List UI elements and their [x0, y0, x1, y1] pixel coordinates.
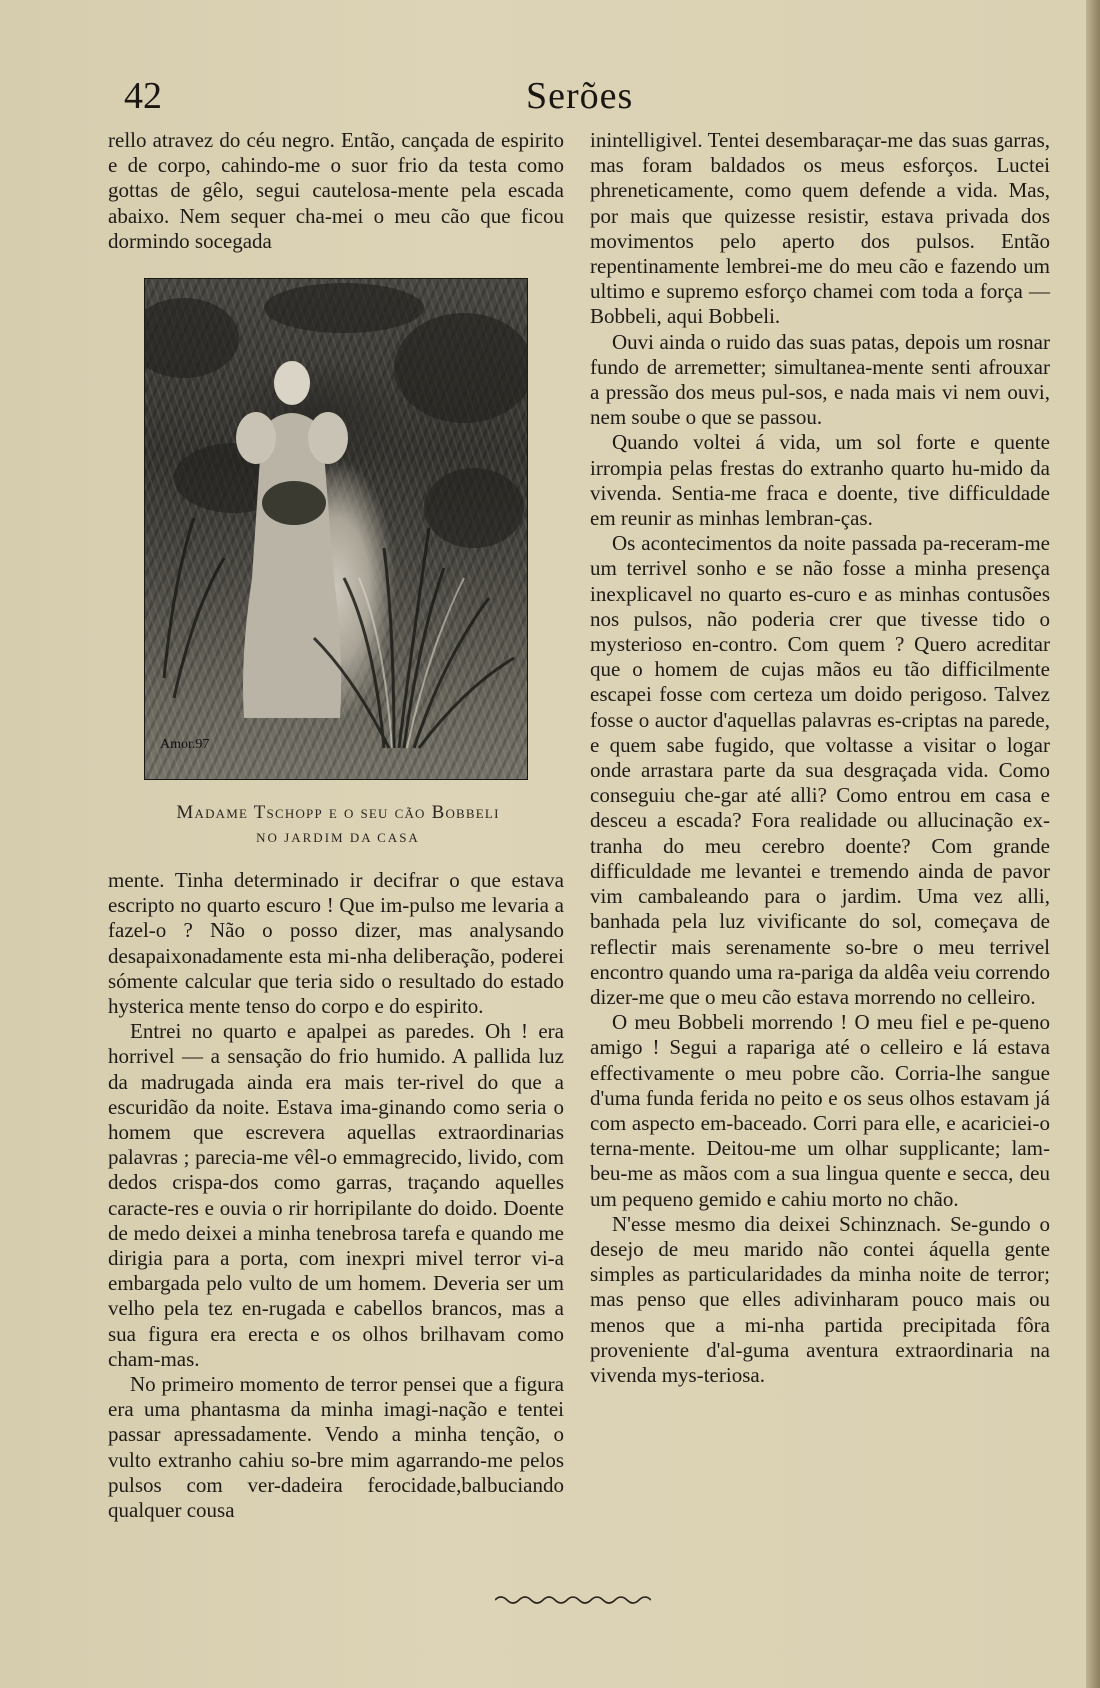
paragraph: rello atravez do céu negro. Então, cançada de espirito e de corpo, cahindo-me o suor frio da testa como gottas de gêlo, segui cautelosa-mente pela escada abaixo. Nem sequer cha-mei o meu cão que ficou dormindo socegada [108, 128, 564, 253]
right-column [590, 128, 1050, 1388]
running-head: Serões [526, 75, 634, 117]
paragraph: mente. Tinha determinado ir decifrar o que estava escripto no quarto escuro ! Que im-pulso me levaria a fazel-o ? Não o posso dizer, mas analysando desapaixonadamente esta mi-nha deliberação, poderei sómente calcular que teria sido o resultado do estado hysterica mente tenso do corpo e do espirito. [108, 868, 564, 1019]
paragraph: No primeiro momento de terror pensei que a figura era uma phantasma da minha imagi-nação e tentei passar apressadamente. Vendo a minha tenção, o vulto extranho cahiu so-bre mim agarrando-me pelos pulsos com ver-dadeira ferocidade,balbuciando qualquer cousa [108, 1372, 564, 1523]
photo-illustration [144, 278, 528, 780]
figure-caption-line2: NO JARDIM DA CASA [256, 830, 420, 845]
paragraph: Ouvi ainda o ruido das suas patas, depois um rosnar fundo de arremetter; simultanea-mente senti afrouxar a pressão dos meus pul-sos, e nada mais vi nem ouvi, nem soube o que se passou. [590, 329, 1050, 430]
page-edge [1086, 0, 1100, 1688]
garden-photograph [144, 278, 528, 780]
photo-signature: Amor.97 [160, 737, 210, 752]
end-ornament [495, 1594, 651, 1606]
left-column-bottom [108, 868, 564, 1523]
page-number: 42 [124, 75, 162, 117]
figure-caption-line1: Madame Tschopp e o seu cão Bobbeli [176, 802, 500, 823]
left-column-top [108, 128, 564, 254]
paragraph: Os acontecimentos da noite passada pa-receram-me um terrivel sonho e se não fosse a minha presença inexplicavel no quarto es-curo e as minhas contusões nos pulsos, não poderia crer que tivesse tido o mysterioso en-contro. Com quem ? Quero acreditar que o homem de cujas mãos eu tão difficilmente escapei fosse com certeza um doido perigoso. Talvez fosse o auctor d'aquellas palavras es-criptas na parede, e quem sabe fugido, que voltasse a visitar o logar onde arrastara parte da sua desgraçada vida. Como conseguiu che-gar até alli? Como entrou em casa e desceu a escada? Fora realidade ou allucinação ex-tranha do meu cerebro doente? Com grande difficuldade me levantei e tremendo ainda de pavor vim cambaleando para o jardim. Uma vez alli, banhada pela luz vivificante do sol, começava de reflectir mais serenamente so-bre o meu terrivel encontro quando uma ra-pariga da aldêa veiu correndo dizer-me que o meu cão estava morrendo no celleiro. [590, 531, 1050, 1009]
paragraph: O meu Bobbeli morrendo ! O meu fiel e pe-queno amigo ! Segui a rapariga até o celleiro e lá estava effectivamente o meu pobre cão. Corria-lhe sangue d'uma funda ferida no peito e os seus olhos estavam já com aspecto em-baceado. Corri para elle, e acariciei-o terna-mente. Deitou-me um olhar supplicante; lam-beu-me as mãos com a sua lingua quente e secca, deu um pequeno gemido e cahiu morto no chão. [590, 1010, 1050, 1211]
paragraph: Entrei no quarto e apalpei as paredes. Oh ! era horrivel — a sensação do frio humido. A pallida luz da madrugada ainda era mais ter-rivel do que a escuridão da noite. Estava ima-ginando como seria o homem que escrevera aquellas extraordinarias palavras ; parecia-me vêl-o emmagrecido, livido, com dedos crispa-dos como garras, traçando aquelles caracte-res e ouvia o rir horripilante do doido. Doente de medo deixei a minha tenebrosa tarefa e quando me dirigia para a porta, com inexpri mivel terror vi-a embargada pelo vulto de um homem. Deveria ser um velho pela tez en-rugada e cabellos brancos, mas a sua figura era erecta e os olhos brilhavam como cham-mas. [108, 1019, 564, 1371]
paragraph: N'esse mesmo dia deixei Schinznach. Se-gundo o desejo de meu marido não contei áquella gente simples as particularidades da minha noite de terror; mas penso que elles adivinharam pouco mais ou menos que a mi-nha partida precipitada fôra proveniente d'al-guma aventura extraordinaria na vivenda mys-teriosa. [590, 1211, 1050, 1387]
paragraph: inintelligivel. Tentei desembaraçar-me das suas garras, mas foram baldados os meus esforços. Luctei phreneticamente, como quem defende a vida. Mas, por mais que quizesse resistir, estava privada dos movimentos pelo aperto dos pulsos. Então repentinamente lembrei-me do meu cão e fazendo um ultimo e supremo esforço chamei com toda a força — Bobbeli, aqui Bobbeli. [590, 128, 1050, 329]
paragraph: Quando voltei á vida, um sol forte e quente irrompia pelas frestas do extranho quarto hu-mido da vivenda. Sentia-me fraca e doente, tive difficuldade em reunir as minhas lembran-ças. [590, 430, 1050, 531]
